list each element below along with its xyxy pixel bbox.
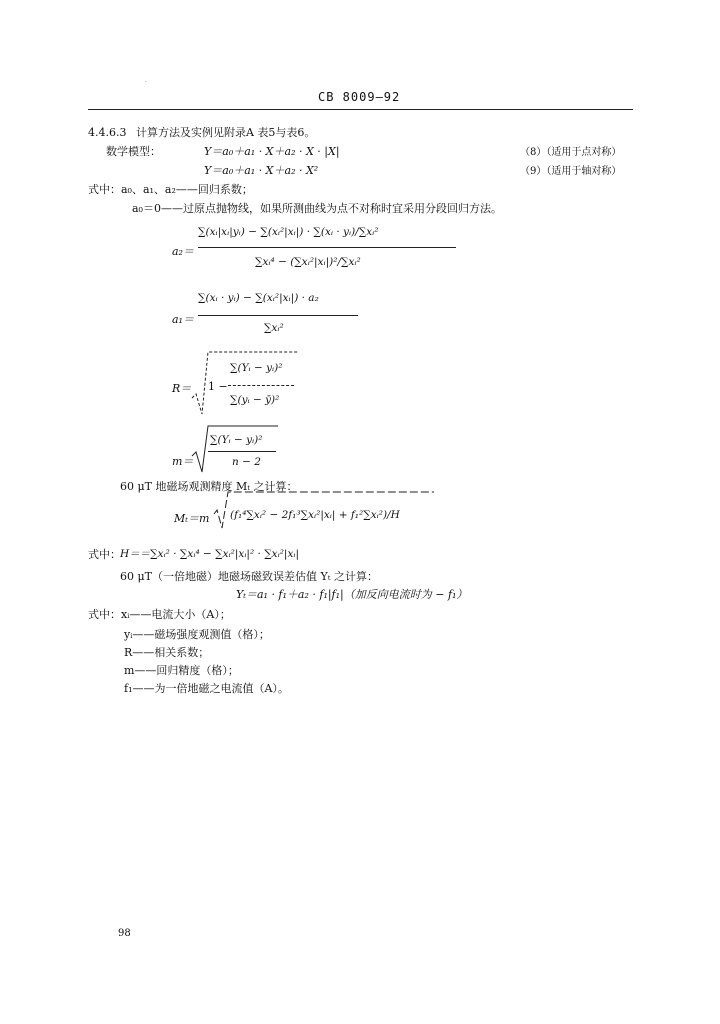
R-denominator: ∑(yᵢ − ȳ)² — [230, 394, 280, 406]
where-item: f₁——为一倍地磁之电流值（A）。 — [124, 682, 289, 695]
h-prefix: 式中： — [88, 548, 121, 561]
model-label: 数学模型： — [106, 145, 161, 158]
section-text: 计算方法及实例见附录A 表5与表6。 — [135, 126, 316, 139]
where-current: 式中：xᵢ——电流大小（A）； — [88, 608, 231, 621]
R-radical-sign — [190, 350, 300, 418]
scan-speck: . — [145, 77, 147, 84]
yt-title: 60 μT（一倍地磁）地磁场磁致误差估值 Yₜ 之计算： — [120, 570, 378, 583]
where-a0: a₀＝0——过原点抛物线，如果所测曲线为点不对称时宜采用分段回归方法。 — [132, 202, 502, 215]
m-numerator: ∑(Yᵢ − yᵢ)² — [210, 434, 263, 446]
m-denominator: n − 2 — [232, 456, 261, 468]
section-number: 4.4.6.3 — [88, 126, 127, 139]
mt-body: (f₁⁴∑xᵢ² − 2f₁³∑xᵢ²|xᵢ| + f₁²∑xᵢ²)/H — [230, 509, 400, 521]
a2-denominator: ∑xᵢ⁴ − (∑xᵢ²|xᵢ|)²/∑xᵢ² — [255, 256, 361, 268]
a1-numerator: ∑(xᵢ · yᵢ) − ∑(xᵢ²|xᵢ|) · a₂ — [198, 292, 319, 304]
equation-9: Y＝a₀＋a₁ · X＋a₂ · X² — [204, 164, 319, 177]
a2-fraction-bar — [198, 247, 456, 248]
mt-title: 60 μT 地磁场观测精度 Mₜ 之计算： — [120, 480, 298, 493]
mt-label: Mₜ＝m — [174, 512, 210, 525]
page-number: 98 — [118, 928, 131, 939]
yt-equation: Yₜ＝a₁ · f₁＋a₂ · f₁|f₁|（加反向电流时为 − f₁） — [236, 588, 468, 601]
m-fraction-bar — [208, 451, 276, 452]
h-definition: H＝＝∑xᵢ² · ∑xᵢ⁴ − ∑xᵢ²|xᵢ|² · ∑xᵢ²|xᵢ| — [120, 548, 300, 560]
a2-label: a₂＝ — [172, 245, 194, 258]
a2-numerator: ∑(xᵢ|xᵢ|yᵢ) − ∑(xᵢ²|xᵢ|) · ∑(xᵢ · yᵢ)/∑xᵢ² — [198, 226, 379, 238]
header-rule — [88, 109, 633, 110]
R-numerator: ∑(Yᵢ − yᵢ)² — [230, 362, 283, 374]
where-coefficients: 式中：a₀、a₁、a₂——回归系数； — [88, 183, 253, 196]
where-item: yᵢ——磁场强度观测值（格）； — [124, 628, 270, 641]
R-one-minus: 1 − — [208, 380, 228, 393]
where-item: R——相关系数； — [124, 646, 210, 659]
m-label: m＝ — [172, 455, 194, 468]
section-line — [88, 124, 315, 140]
a1-fraction-bar — [198, 315, 358, 316]
a1-label: a₁＝ — [172, 313, 194, 326]
equation-8-note: （8）（适用于点对称） — [520, 147, 622, 158]
standard-header: CB 8009—92 — [318, 90, 401, 104]
R-label: R＝ — [172, 382, 192, 395]
equation-9-note: （9）（适用于轴对称） — [520, 166, 622, 177]
equation-8: Y＝a₀＋a₁ · X＋a₂ · X · |X| — [204, 145, 340, 158]
where-item: m——回归精度（格）； — [124, 664, 239, 677]
a1-denominator: ∑xᵢ² — [264, 322, 284, 334]
R-fraction-bar — [228, 385, 294, 386]
